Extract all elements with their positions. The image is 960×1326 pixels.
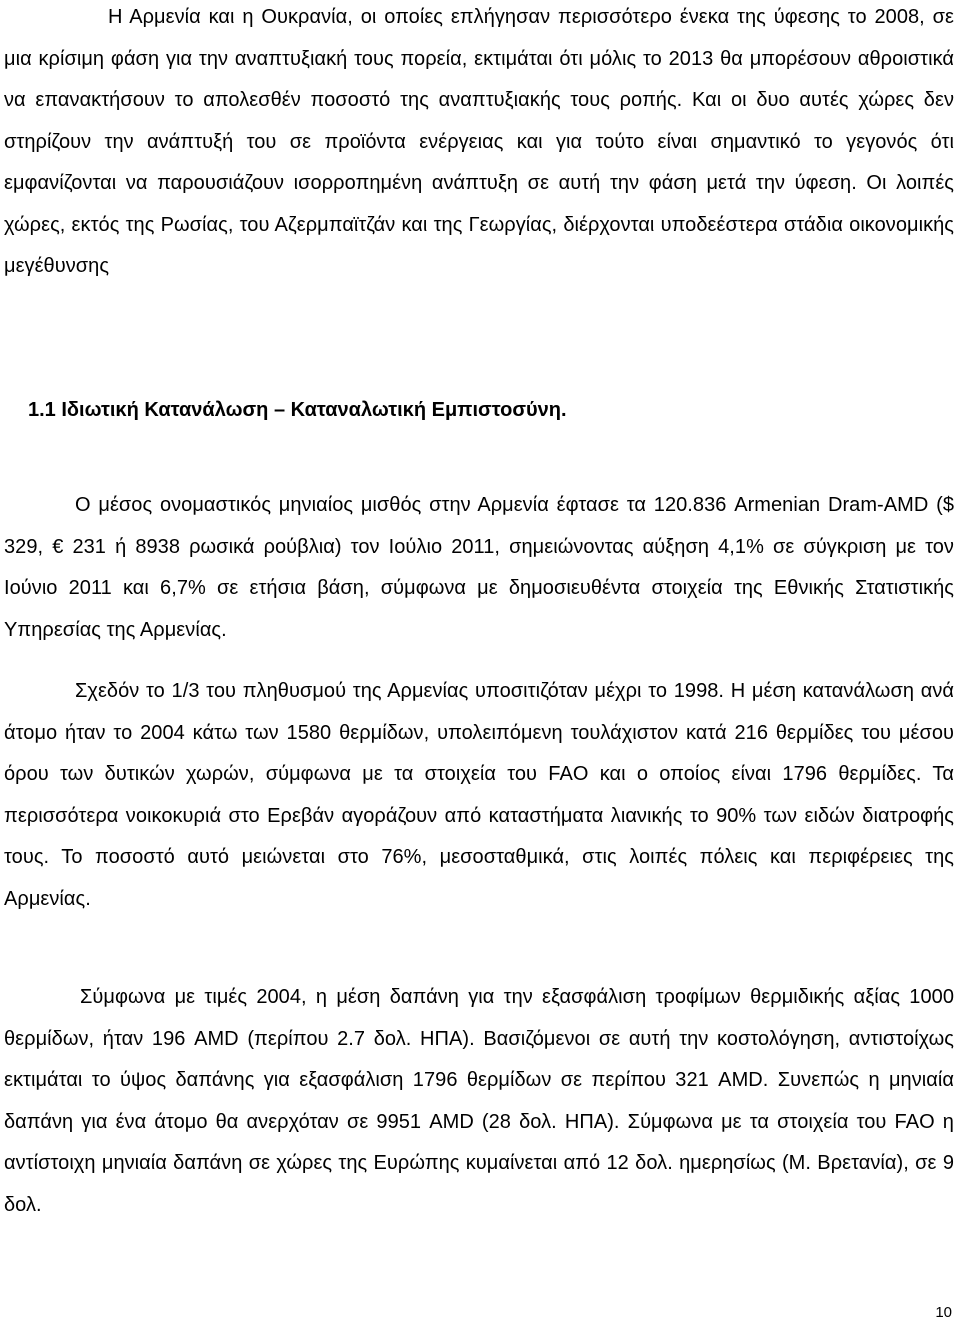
body-paragraph-food-consumption: Σχεδόν το 1/3 του πληθυσμού της Αρμενίας υποσιτιζόταν μέχρι το 1998. Η μέση κατανάλωση ανά άτομο ήταν το 2004 κάτω των 1580 θερμίδων, υπολειπόμενη τουλάχιστον κατά 216 θερμίδες του μέσου όρου των δυτικών χωρών, σύμφωνα με τα στοιχεία του FAO και ο οποίος είναι 1796 θερμίδες. Τα περισσότερα νοικοκυριά στο Ερεβάν αγοράζουν από καταστήματα λιανικής το 90% των ειδών διατροφής τους. Το ποσοστό αυτό μειώνεται στο 76%, μεσοσταθμικά, στις λοιπές πόλεις και περιφέρειες της Αρμενίας. — [4, 680, 954, 910]
body-paragraph-armenia-ukraine: Η Αρμενία και η Ουκρανία, οι οποίες επλήγησαν περισσότερο ένεκα της ύφεσης το 2008, σε μια κρίσιμη φάση για την αναπτυξιακή τους πορεία, εκτιμάται ότι μόλις το 2013 θα μπορέσουν αθροιστικά να επανακτήσουν το απολεσθέν ποσοστό της αναπτυξιακής τους ροπής. Και οι δυο αυτές χώρες δεν στηρίζουν την ανάπτυξή του σε προϊόντα ενέργειας και για τούτο είναι σημαντικό το γεγονός ότι εμφανίζονται να παρουσιάζουν ισορροπημένη ανάπτυξη σε αυτή την φάση μετά την ύφεση. Οι λοιπές χώρες, εκτός της Ρωσίας, του Αζερμπαϊτζάν και της Γεωργίας, διέρχονται υποδεέστερα στάδια οικονομικής μεγέθυνσης — [4, 6, 954, 277]
section-heading: 1.1 Ιδιωτική Κατανάλωση – Καταναλωτική Εμπιστοσύνη. — [28, 399, 567, 421]
body-paragraph-food-cost: Σύμφωνα με τιμές 2004, η μέση δαπάνη για την εξασφάλιση τροφίμων θερμιδικής αξίας 1000 θερμίδων, ήταν 196 AMD (περίπου 2.7 δολ. ΗΠΑ). Βασιζόμενοι σε αυτή την κοστολόγηση, αντιστοίχως εκτιμάται το ύψος δαπάνης για εξασφάλιση 1796 θερμίδων σε περίπου 321 AMD. Συνεπώς η μηνιαία δαπάνη για ένα άτομο θα ανερχόταν σε 9951 AMD (28 δολ. ΗΠΑ). Σύμφωνα με τα στοιχεία του FAO η αντίστοιχη μηνιαία δαπάνη σε χώρες της Ευρώπης κυμαίνεται από 12 δολ. ημερησίως (Μ. Βρετανία), σε 9 δολ. — [4, 986, 954, 1216]
body-paragraph-average-wage: Ο μέσος ονομαστικός μηνιαίος μισθός στην Αρμενία έφτασε τα 120.836 Armenian Dram-AMD ($ 329, € 231 ή 8938 ρωσικά ρούβλια) τον Ιούλιο 2011, σημειώνοντας αύξηση 4,1% σε σύγκριση με τον Ιούνιο 2011 και 6,7% σε ετήσια βάση, σύμφωνα με δημοσιευθέντα στοιχεία της Εθνικής Στατιστικής Υπηρεσίας της Αρμενίας. — [4, 494, 954, 641]
page-number: 10 — [935, 1304, 952, 1321]
